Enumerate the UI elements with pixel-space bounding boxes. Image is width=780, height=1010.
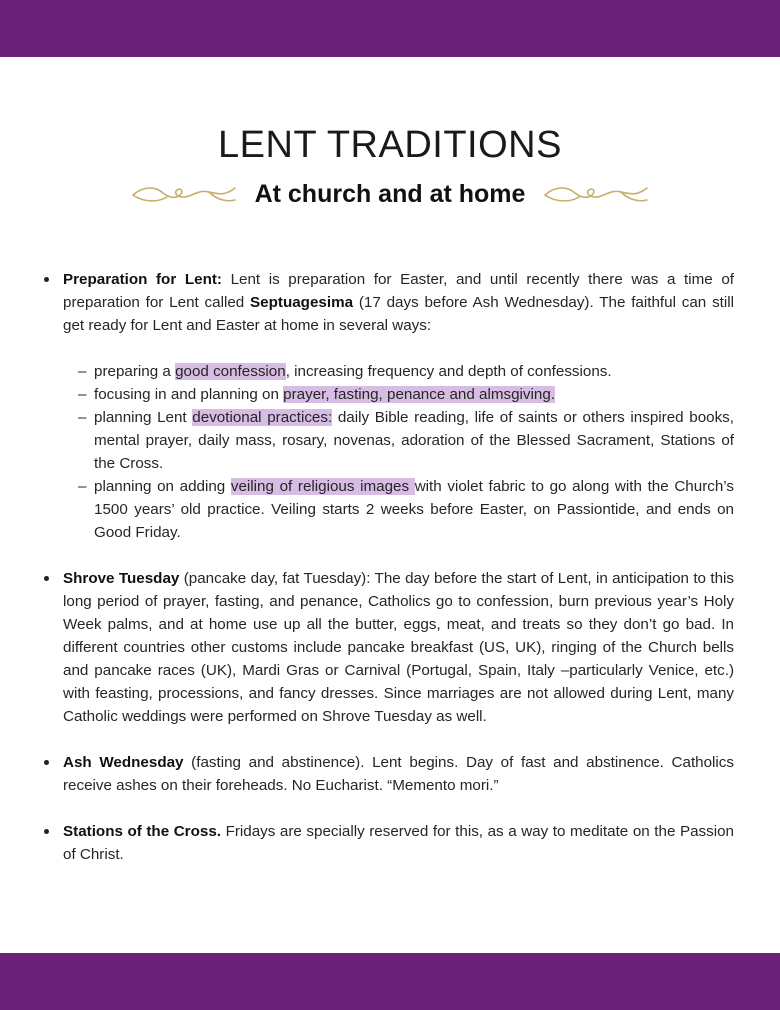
page-subtitle: At church and at home [254, 180, 526, 208]
bullet-stations [44, 820, 734, 866]
stations-text: Fridays are specially reserved for this, as a way to meditate on the Passion of Christ. [63, 823, 734, 863]
dash-icon: – [78, 409, 87, 426]
item-text: preparing a [94, 363, 176, 380]
list-item-prayer [78, 383, 734, 406]
item-text: focusing in and planning on [94, 386, 284, 403]
bullet-dot [44, 277, 49, 282]
dash-icon: – [78, 363, 87, 380]
ash-text: (fasting and abstinence). Lent begins. Day of fast and abstinence. Catholics receive ashes on their foreheads. No Eucharist. “Memento mori.” [63, 754, 734, 794]
item-text: , increasing frequency and depth of confessions. [285, 363, 612, 380]
list-item-confession [78, 360, 734, 383]
preparation-term: Preparation for Lent: [63, 271, 222, 288]
highlight-veiling: veiling of religious images [230, 478, 415, 495]
bullet-shrove-tuesday [44, 567, 734, 728]
item-text: planning Lent [94, 409, 193, 426]
preparation-ways-list [44, 360, 734, 544]
left-flourish-icon [131, 182, 237, 208]
shrove-term: Shrove Tuesday [63, 570, 180, 587]
bullet-dot [44, 829, 49, 834]
bullet-dot [44, 760, 49, 765]
bullet-preparation [44, 268, 734, 337]
main-content [44, 268, 734, 866]
list-item-veiling [78, 475, 734, 544]
ash-term: Ash Wednesday [63, 754, 184, 771]
highlight-good-confession: good confession [175, 363, 286, 380]
bullet-dot [44, 576, 49, 581]
item-text: planning on adding [94, 478, 231, 495]
bullet-ash-wednesday [44, 751, 734, 797]
bottom-band [0, 953, 780, 1010]
item-text: daily Bible reading, life of saints or others inspired books, mental prayer, daily mass, rosary, novenas, adoration of the Blessed Sacrament, Stations of the Cross. [94, 409, 734, 472]
stations-term: Stations of the Cross. [63, 823, 221, 840]
septuagesima-term: Septuagesima [250, 294, 354, 311]
item-text: with violet fabric to go along with the Church’s 1500 years’ old practice. Veiling starts 2 weeks before Easter, on Passiontide, and ends on Good Friday. [94, 478, 734, 541]
preparation-text-a: Lent is preparation for Easter, and until recently there was a time of preparation for Lent called [63, 271, 734, 311]
top-band [0, 0, 780, 57]
dash-icon: – [78, 478, 87, 495]
page-title: LENT TRADITIONS [218, 124, 562, 166]
subtitle-row [0, 180, 780, 209]
shrove-text: (pancake day, fat Tuesday): The day before the start of Lent, in anticipation to this long period of prayer, fasting, and penance, Catholics go to confession, burn previous year’s Holy Week palms, and at home use up all the butter, eggs, meat, and treats so they don’t go bad. In different countries other customs include pancake breakfast (US, UK), ringing of the Church bells and pancake races (UK), Mardi Gras or Carnival (Portugal, Spain, Italy –particularly Venice, etc.) with feasting, processions, and fancy dresses. Since marriages are not allowed during Lent, many Catholic weddings were performed on Shrove Tuesday as well. [63, 570, 735, 725]
list-item-devotional [78, 406, 734, 475]
highlight-devotional-practices: devotional practices: [192, 409, 333, 426]
right-flourish-icon [543, 182, 649, 208]
preparation-text-b: (17 days before Ash Wednesday). The faithful can still get ready for Lent and Easter at home in several ways: [63, 294, 735, 334]
dash-icon: – [78, 386, 87, 403]
highlight-prayer-fasting: prayer, fasting, penance and almsgiving. [283, 386, 556, 403]
